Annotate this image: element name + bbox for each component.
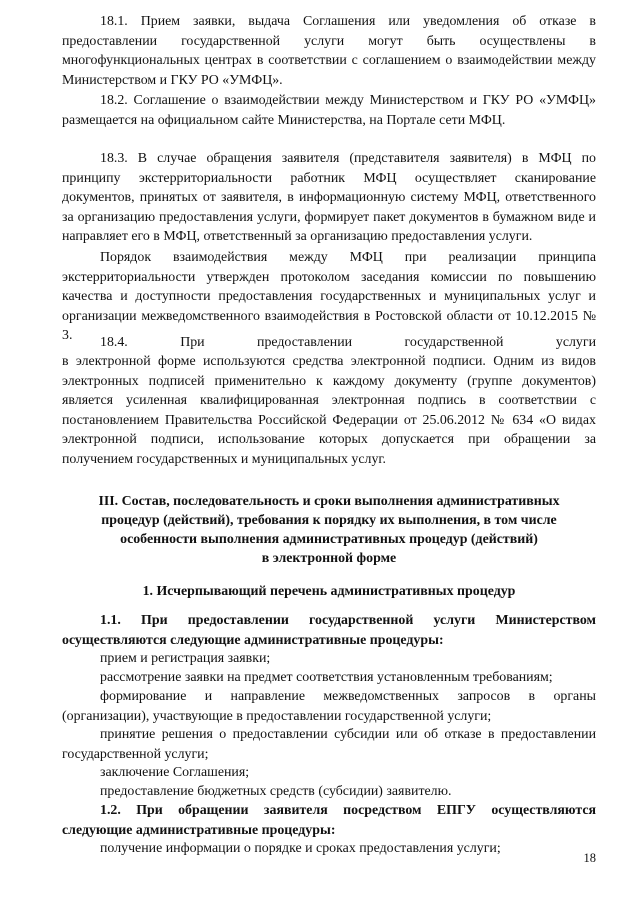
paragraph-18-2: 18.2. Соглашение о взаимодействии между Министерством и ГКУ РО «УМФЦ» размещается на официальном сайте Министерства, на Портале сети МФЦ.	[62, 93, 596, 128]
list-item: предоставление бюджетных средств (субсидии) заявителю.	[100, 784, 452, 799]
list-item: рассмотрение заявки на предмет соответствия установленным требованиям;	[100, 670, 553, 685]
section-heading-line: особенности выполнения административных процедур (действий)	[120, 532, 538, 547]
paragraph-18-4-first-line: 18.4. При предоставлении государственной услуги	[100, 335, 596, 350]
paragraph-18-4-body: в электронной форме используются средства электронной подписи. Одним из видов электронных подписей применительно к каждому документу (группе документов) является усиленная квалифицированная электронная подпись в соответствии с постановлением Правительства Российской Федерации от 25.06.2012 № 634 «О видах электронной подписи, использование которых допускается при обращении за получением государственных и муниципальных услуг.	[62, 354, 596, 467]
list-item: заключение Соглашения;	[100, 765, 250, 780]
list-1-title: 1.1. При предоставлении государственной услуги Министерством осуществляются следующие административные процедуры:	[62, 613, 596, 648]
list-item: получение информации о порядке и сроках предоставления услуги;	[100, 841, 501, 856]
list-item: прием и регистрация заявки;	[100, 651, 271, 666]
section-heading-line: процедур (действий), требования к порядку их выполнения, в том числе	[101, 513, 557, 528]
list-item: формирование и направление межведомственных запросов в органы (организации), участвующие в предоставлении государственной услуги;	[62, 689, 596, 724]
section-heading	[62, 492, 596, 568]
list-2-title: 1.2. При обращении заявителя посредством ЕПГУ осуществляются следующие административные процедуры:	[62, 803, 596, 838]
subsection-heading: 1. Исчерпывающий перечень административных процедур	[142, 584, 516, 599]
paragraph-interaction-order: Порядок взаимодействия между МФЦ при реализации принципа экстерриториальности утвержден протоколом заседания комиссии по повышению качества и доступности предоставления государственных и муниципальных услуг и организации межведомственного взаимодействия в Ростовской области от 10.12.2015 № 3.	[62, 250, 596, 344]
section-heading-line: в электронной форме	[261, 551, 397, 566]
page-number: 18	[583, 851, 596, 865]
paragraph-18-1: 18.1. Прием заявки, выдача Соглашения или уведомления об отказе в предоставлении государственной услуги могут быть осуществлены в многофункциональных центрах в соответствии с соглашением о взаимодействии между Министерством и ГКУ РО «УМФЦ».	[62, 14, 596, 88]
section-heading-line: III. Состав, последовательность и сроки выполнения административных	[98, 494, 560, 509]
list-item: принятие решения о предоставлении субсидии или об отказе в предоставлении государственной услуги;	[62, 727, 596, 762]
paragraph-18-3: 18.3. В случае обращения заявителя (представителя заявителя) в МФЦ по принципу экстерриториальности работник МФЦ осуществляет сканирование документов, принятых от заявителя, в информационную систему МФЦ, ответственного за организацию предоставления услуги, формирует пакет документов в бумажном виде и направляет его в МФЦ, ответственный за организацию предоставления услуги.	[62, 151, 596, 245]
